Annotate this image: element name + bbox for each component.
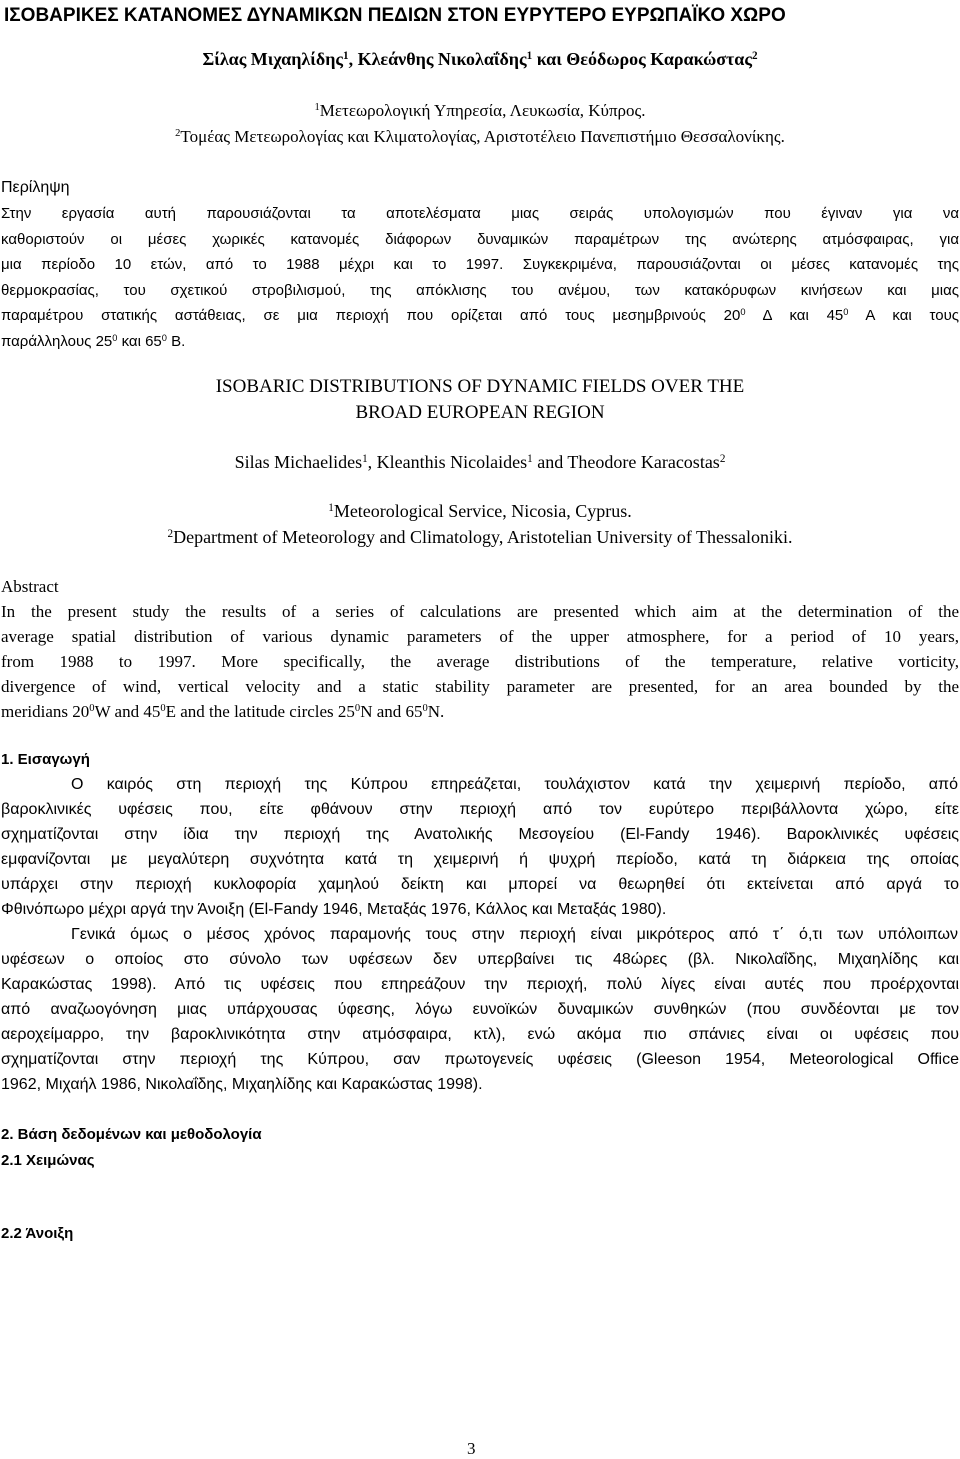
greek-authors: Σίλας Μιχαηλίδης$^1$, Κλεάνθης Νικολαΐδης$^1$ και Θεόδωρος Καρακώστας$^2$ xyxy=(202,49,758,69)
greek-affiliation-1: $^1$Μετεωρολογική Υπηρεσία, Λευκωσία, Κύπρος. xyxy=(314,101,646,120)
english-authors: Silas Michaelides$^1$, Kleanthis Nicolaides$^1$ and Theodore Karacostas$^2$ xyxy=(234,452,726,472)
section-heading-winter: 2.1 Χειμώνας xyxy=(1,1152,95,1169)
intro-line: Φθινόπωρο μέχρι αργά την Άνοιξη (El-Fandy 1946, Μεταξάς 1976, Κάλλος και Μεταξάς 1980). xyxy=(1,901,667,918)
greek-abstract-line: θερμοκρασίας, του σχετικού στροβιλισμού, της απόκλισης του ανέμου, των κατακόρυφων κινήσεων και μιας xyxy=(1,282,959,299)
greek-abstract-line: παράλληλους $25^0$ και $65^0$ Β. xyxy=(1,332,186,350)
section-heading-introduction: 1. Εισαγωγή xyxy=(1,751,90,768)
english-affiliation-2: $^2$Department of Meteorology and Climatology, Aristotelian University of Thessaloniki. xyxy=(167,527,793,547)
greek-abstract-heading: Περίληψη xyxy=(1,179,70,196)
intro-line: από αναζωογόνηση μιας υπάρχουσας ύφεσης, λόγω ευνοϊκών δυναμικών συνθηκών (που συνδέονται με τον xyxy=(1,1001,959,1018)
intro-line: Ο καιρός στη περιοχή της Κύπρου επηρεάζεται, τουλάχιστον κατά την χειμερινή περίοδο, από xyxy=(71,776,958,793)
greek-abstract-line: Στην εργασία αυτή παρουσιάζονται τα αποτελέσματα μιας σειράς υπολογισμών που έγιναν για να xyxy=(1,205,959,222)
page-number: 3 xyxy=(467,1439,476,1458)
intro-line: βαροκλινικές υφέσεις που, είτε φθάνουν στην περιοχή από τον ευρύτερο περιβάλλοντα χώρο, είτε xyxy=(1,801,959,818)
english-abstract-line: In the present study the results of a series of calculations are presented which aim at the determination of the xyxy=(1,602,959,621)
intro-line: 1962, Μιχαήλ 1986, Νικολαΐδης, Μιχαηλίδης και Καρακώστας 1998). xyxy=(1,1076,483,1093)
english-abstract-line: average spatial distribution of various dynamic parameters of the upper atmosphere, for a period of 10 years, xyxy=(1,627,959,646)
intro-line: αεροχείμαρρο, την βαροκλινικότητα στην ατμόσφαιρα, κτλ), ενώ ακόμα πιο σπάνιες είναι οι υφέσεις που xyxy=(1,1026,959,1043)
greek-title: ΙΣΟΒΑΡΙΚΕΣ ΚΑΤΑΝΟΜΕΣ ΔΥΝΑΜΙΚΩΝ ΠΕΔΙΩΝ ΣΤΟΝ ΕΥΡΥΤΕΡΟ ΕΥΡΩΠΑΪΚΟ ΧΩΡΟ xyxy=(4,5,786,26)
english-title-line-2: BROAD EUROPEAN REGION xyxy=(355,402,605,423)
section-heading-database: 2. Βάση δεδομένων και μεθοδολογία xyxy=(1,1126,262,1143)
intro-line: υπάρχει στην περιοχή κυκλοφορία χαμηλού δείκτη και μπορεί να θεωρηθεί ότι εκτείνεται από αργά το xyxy=(1,876,959,893)
greek-abstract-line: μια περίοδο 10 ετών, από το 1988 μέχρι και το 1997. Συγκεκριμένα, παρουσιάζονται οι μέσες κατανομές της xyxy=(1,256,959,273)
english-affiliation-1: $^1$Meteorological Service, Nicosia, Cyprus. xyxy=(328,501,632,521)
english-abstract-heading: Abstract xyxy=(1,577,59,596)
intro-line: Καρακώστας 1998). Από τις υφέσεις που επηρεάζουν την περιοχή, πολύ λίγες είναι αυτές που προέρχονται xyxy=(1,976,959,993)
intro-line: σχηματίζονται στην περιοχή της Κύπρου, σαν πρωτογενείς υφέσεις (Gleeson 1954, Meteorological Office xyxy=(1,1051,959,1068)
intro-line: υφέσεων ο οποίος στο σύνολο των υφέσεων δεν υπερβαίνει τις 48ώρες (βλ. Νικολαΐδης, Μιχαηλίδης και xyxy=(1,951,959,968)
english-abstract-line: from 1988 to 1997. More specifically, the average distributions of the temperature, relative vorticity, xyxy=(1,652,959,671)
greek-abstract-line: παραμέτρου στατικής αστάθειας, σε μια περιοχή που ορίζεται από τους μεσημβρινούς $20^0$ Δ και $45^0$ Α και τους xyxy=(1,306,959,324)
english-title-line-1: ISOBARIC DISTRIBUTIONS OF DYNAMIC FIELDS OVER THE xyxy=(215,376,745,397)
intro-line: Γενικά όμως ο μέσος χρόνος παραμονής τους στην περιοχή είναι μικρότερος από τ΄ ό,τι των υπόλοιπων xyxy=(71,926,958,943)
greek-abstract-line: καθοριστούν οι μέσες χωρικές κατανομές διάφορων δυναμικών παραμέτρων της ανώτερης ατμόσφαιρας, για xyxy=(1,231,959,248)
greek-affiliation-2: $^2$Τομέας Μετεωρολογίας και Κλιματολογίας, Αριστοτέλειο Πανεπιστήμιο Θεσσαλονίκης. xyxy=(175,127,785,146)
english-abstract-line: meridians $20^0W$ and $45^0E$ and the latitude circles $25^0N$ and $65^0N$. xyxy=(1,702,445,721)
english-abstract-line: divergence of wind, vertical velocity and a static stability parameter are presented, for an area bounded by the xyxy=(1,677,959,696)
intro-line: εμφανίζονται με μεγαλύτερη συχνότητα κατά τη χειμερινή ή ψυχρή περίοδο, κατά τη διάρκεια της οποίας xyxy=(1,851,959,868)
section-heading-spring: 2.2 Άνοιξη xyxy=(1,1225,74,1242)
intro-line: σχηματίζονται στην ίδια την περιοχή της Ανατολικής Μεσογείου (El-Fandy 1946). Βαροκλινικές υφέσεις xyxy=(1,826,959,843)
